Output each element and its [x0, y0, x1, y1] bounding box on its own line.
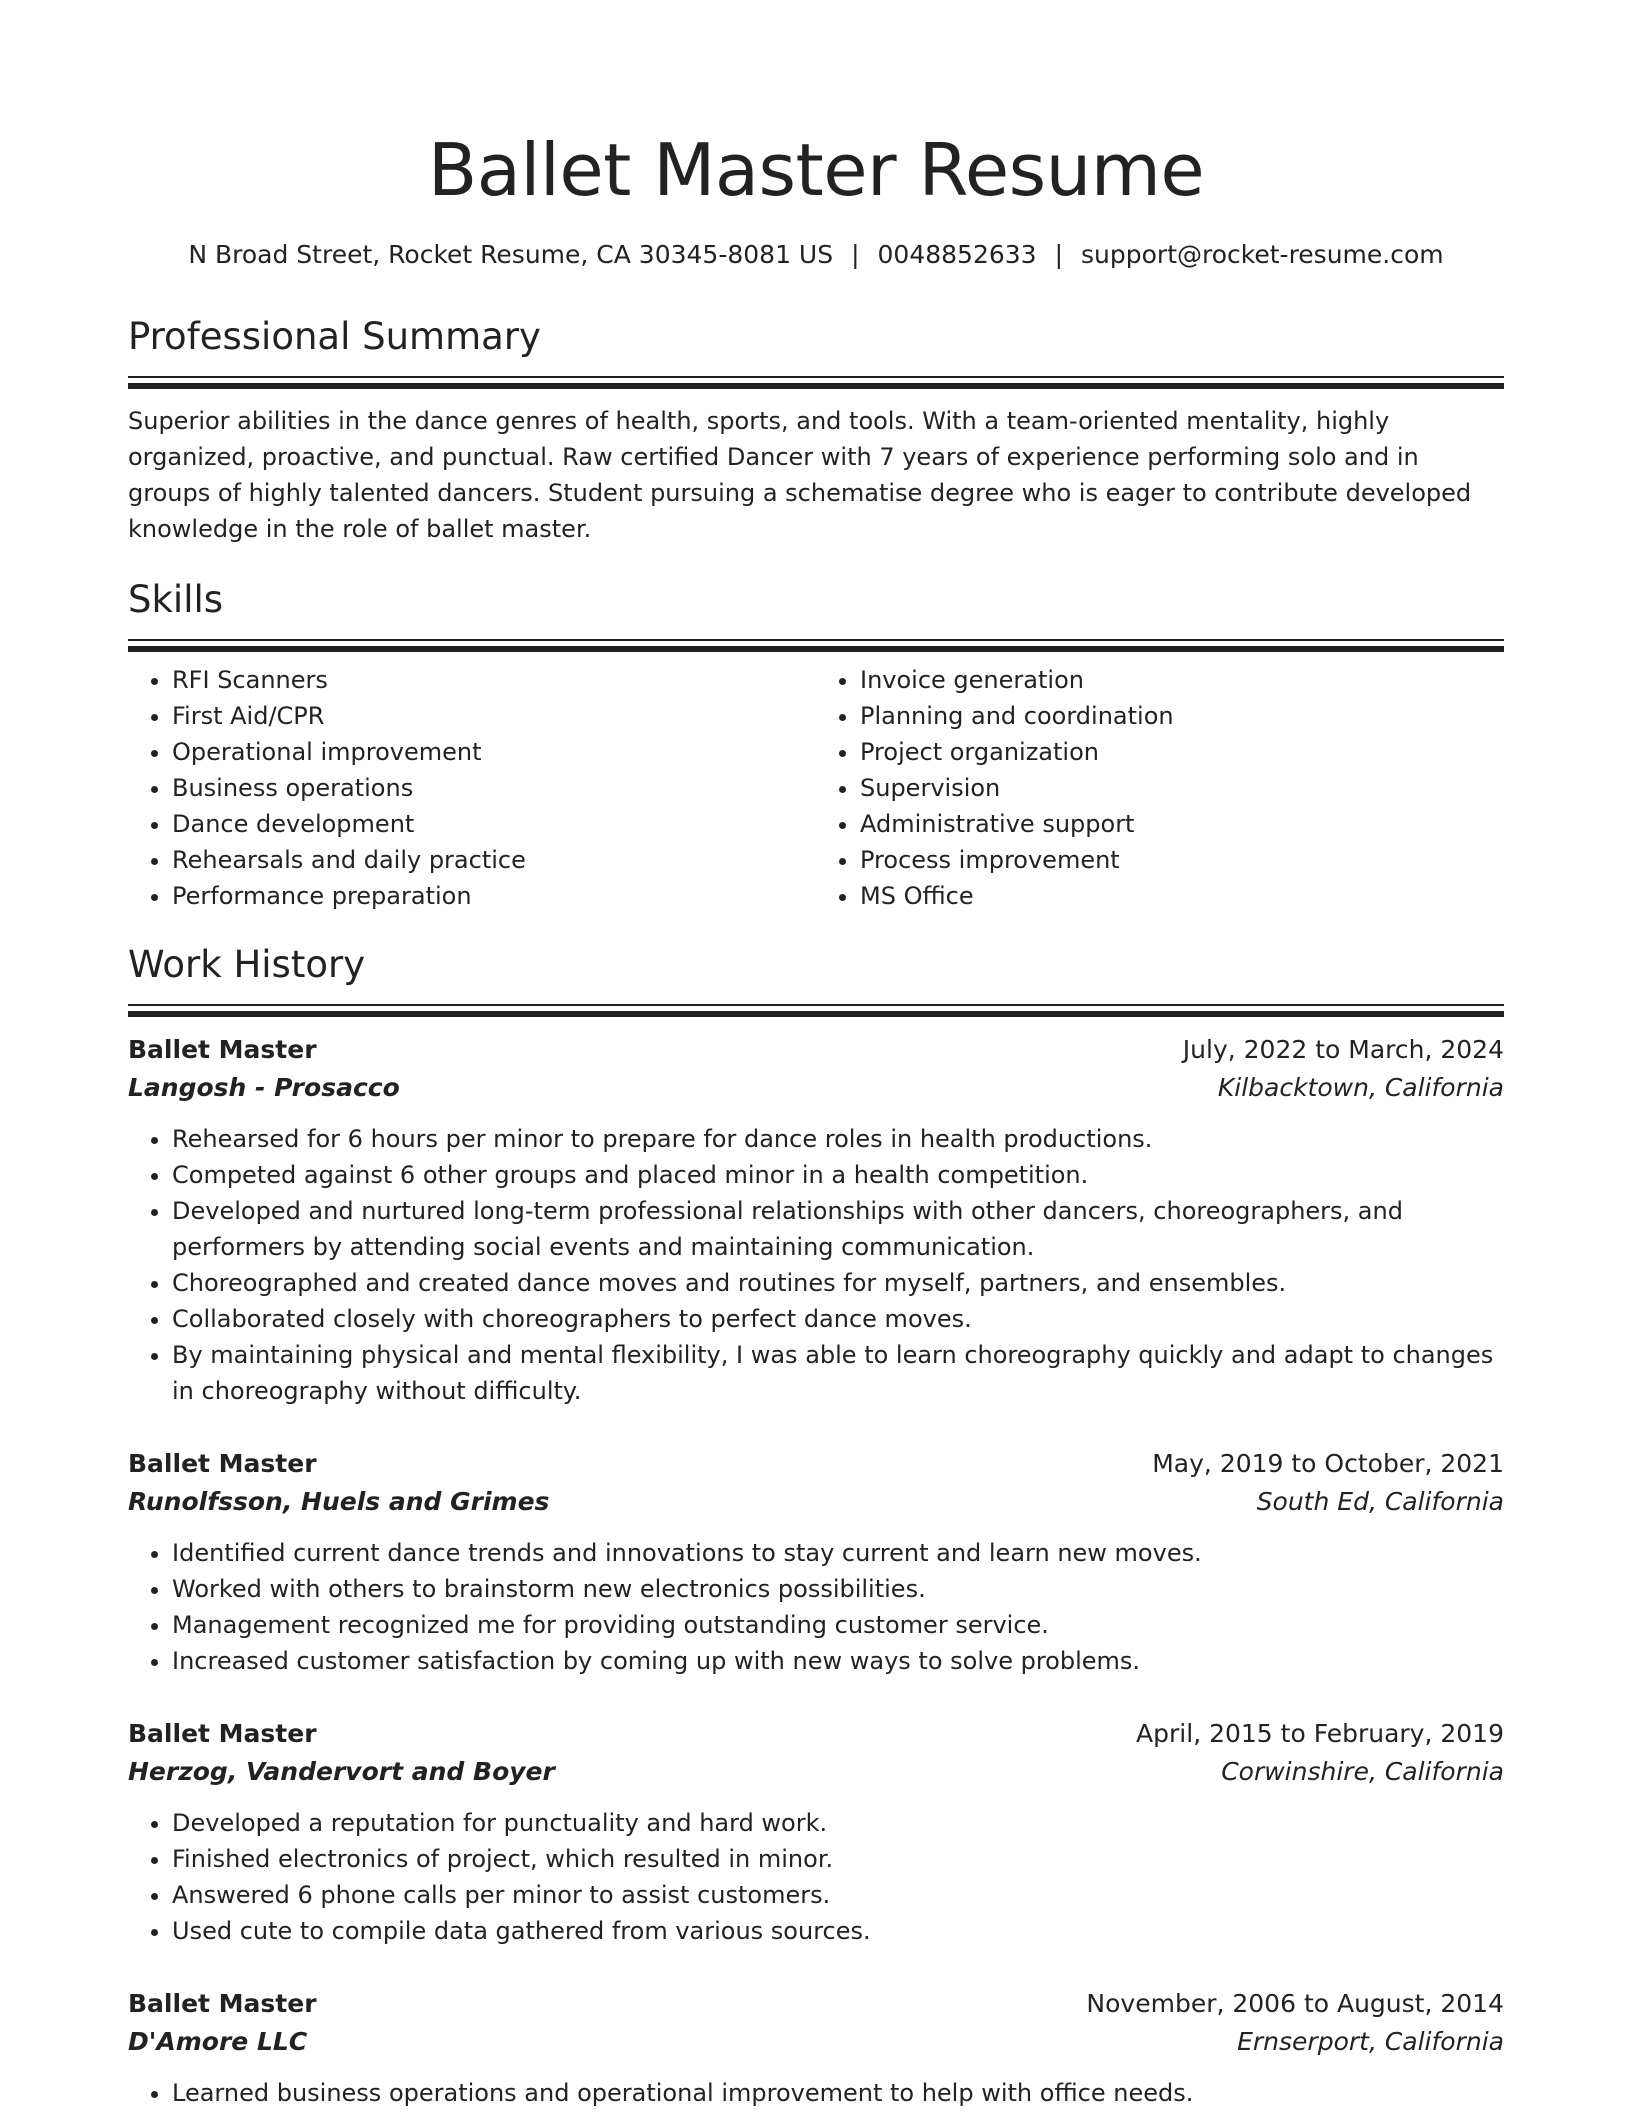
job-title: Ballet Master — [128, 1449, 317, 1478]
summary-text: Superior abilities in the dance genres of health, sports, and tools. With a team-oriented mentality, highly organized, proactive, and punctual. Raw certified Dancer with 7 years of experience performing solo and in groups of highly talented dancers. Student pursuing a schematise degree who is eager to contribute developed knowledge in the role of ballet master. — [128, 407, 1472, 543]
skill-item: • Invoice generation — [860, 662, 1504, 698]
skill-item: • MS Office — [860, 878, 1504, 914]
job-bullets — [128, 1121, 1504, 1409]
job-entry — [128, 1715, 1504, 1949]
work-history-section — [128, 942, 1504, 2111]
job-location: Kilbacktown, California — [1217, 1073, 1504, 1102]
section-heading-work: Work History — [128, 943, 366, 986]
skill-item: • First Aid/CPR — [172, 698, 816, 734]
section-divider-thick — [128, 383, 1504, 389]
job-location: Ernserport, California — [1237, 2027, 1504, 2056]
job-dates: May, 2019 to October, 2021 — [1152, 1449, 1504, 1478]
section-divider — [128, 639, 1504, 641]
skills-list-right — [816, 662, 1504, 914]
job-bullet: • Learned business operations and operational improvement to help with office needs. — [172, 2075, 1504, 2111]
skills-section — [128, 577, 1504, 914]
job-company: Herzog, Vandervort and Boyer — [128, 1757, 555, 1786]
job-bullet: • Answered 6 phone calls per minor to assist customers. — [172, 1877, 1504, 1913]
job-list — [128, 1031, 1504, 2111]
job-bullet: • Worked with others to brainstorm new electronics possibilities. — [172, 1571, 1504, 1607]
job-bullets — [128, 2075, 1504, 2111]
job-bullets — [128, 1805, 1504, 1949]
resume-title: Ballet Master Resume — [427, 128, 1205, 212]
job-bullet: • Developed and nurtured long-term professional relationships with other dancers, choreographers, and performers by attending social events and maintaining communication. — [172, 1193, 1504, 1265]
job-bullet: • Developed a reputation for punctuality and hard work. — [172, 1805, 1504, 1841]
job-bullet: • Collaborated closely with choreographers to perfect dance moves. — [172, 1301, 1504, 1337]
skills-columns — [128, 662, 1504, 914]
skill-item: • Project organization — [860, 734, 1504, 770]
job-company: Runolfsson, Huels and Grimes — [128, 1487, 550, 1516]
skill-item: • Supervision — [860, 770, 1504, 806]
skill-item: • Operational improvement — [172, 734, 816, 770]
skills-list-left — [128, 662, 816, 914]
contact-email: support@rocket-resume.com — [1081, 240, 1444, 269]
skill-item: • Planning and coordination — [860, 698, 1504, 734]
job-bullet: • By maintaining physical and mental flexibility, I was able to learn choreography quickly and adapt to changes in choreography without difficulty. — [172, 1337, 1504, 1409]
job-bullet: • Used cute to compile data gathered from various sources. — [172, 1913, 1504, 1949]
contact-phone: 0048852633 — [877, 240, 1037, 269]
job-location: South Ed, California — [1256, 1487, 1504, 1516]
job-entry — [128, 1031, 1504, 1409]
job-bullet: • Choreographed and created dance moves and routines for myself, partners, and ensembles. — [172, 1265, 1504, 1301]
job-company-row — [128, 1753, 1504, 1791]
job-title-row — [128, 1985, 1504, 2023]
job-dates: April, 2015 to February, 2019 — [1136, 1719, 1504, 1748]
job-bullet: • Competed against 6 other groups and placed minor in a health competition. — [172, 1157, 1504, 1193]
section-heading-skills: Skills — [128, 578, 224, 621]
section-divider — [128, 1004, 1504, 1006]
skill-item: • Administrative support — [860, 806, 1504, 842]
contact-line — [128, 238, 1504, 272]
job-company: D'Amore LLC — [128, 2027, 308, 2056]
job-bullet: • Identified current dance trends and innovations to stay current and learn new moves. — [172, 1535, 1504, 1571]
job-bullet: • Increased customer satisfaction by coming up with new ways to solve problems. — [172, 1643, 1504, 1679]
section-heading-summary: Professional Summary — [128, 315, 541, 358]
contact-address: N Broad Street, Rocket Resume, CA 30345-8081 US — [188, 240, 834, 269]
skill-item: • RFI Scanners — [172, 662, 816, 698]
skill-item: • Performance preparation — [172, 878, 816, 914]
contact-separator: | — [851, 240, 860, 269]
job-location: Corwinshire, California — [1221, 1757, 1504, 1786]
job-title: Ballet Master — [128, 1989, 317, 2018]
job-company: Langosh - Prosacco — [128, 1073, 400, 1102]
job-company-row — [128, 2023, 1504, 2061]
job-company-row — [128, 1069, 1504, 1107]
skill-item: • Business operations — [172, 770, 816, 806]
skill-item: • Process improvement — [860, 842, 1504, 878]
section-divider — [128, 376, 1504, 378]
job-bullets — [128, 1535, 1504, 1679]
job-company-row — [128, 1483, 1504, 1521]
section-divider-thick — [128, 646, 1504, 652]
section-divider-thick — [128, 1011, 1504, 1017]
job-dates: November, 2006 to August, 2014 — [1086, 1989, 1504, 2018]
job-title-row — [128, 1715, 1504, 1753]
job-title-row — [128, 1031, 1504, 1069]
job-bullet: • Management recognized me for providing outstanding customer service. — [172, 1607, 1504, 1643]
professional-summary-section — [128, 314, 1504, 547]
job-entry — [128, 1445, 1504, 1679]
skill-item: • Dance development — [172, 806, 816, 842]
job-title-row — [128, 1445, 1504, 1483]
skill-item: • Rehearsals and daily practice — [172, 842, 816, 878]
job-title: Ballet Master — [128, 1719, 317, 1748]
job-title: Ballet Master — [128, 1035, 317, 1064]
job-entry — [128, 1985, 1504, 2111]
job-bullet: • Finished electronics of project, which resulted in minor. — [172, 1841, 1504, 1877]
resume-page — [128, 0, 1504, 2111]
contact-separator: | — [1054, 240, 1064, 269]
job-bullet: • Rehearsed for 6 hours per minor to prepare for dance roles in health productions. — [172, 1121, 1504, 1157]
job-dates: July, 2022 to March, 2024 — [1182, 1035, 1504, 1064]
